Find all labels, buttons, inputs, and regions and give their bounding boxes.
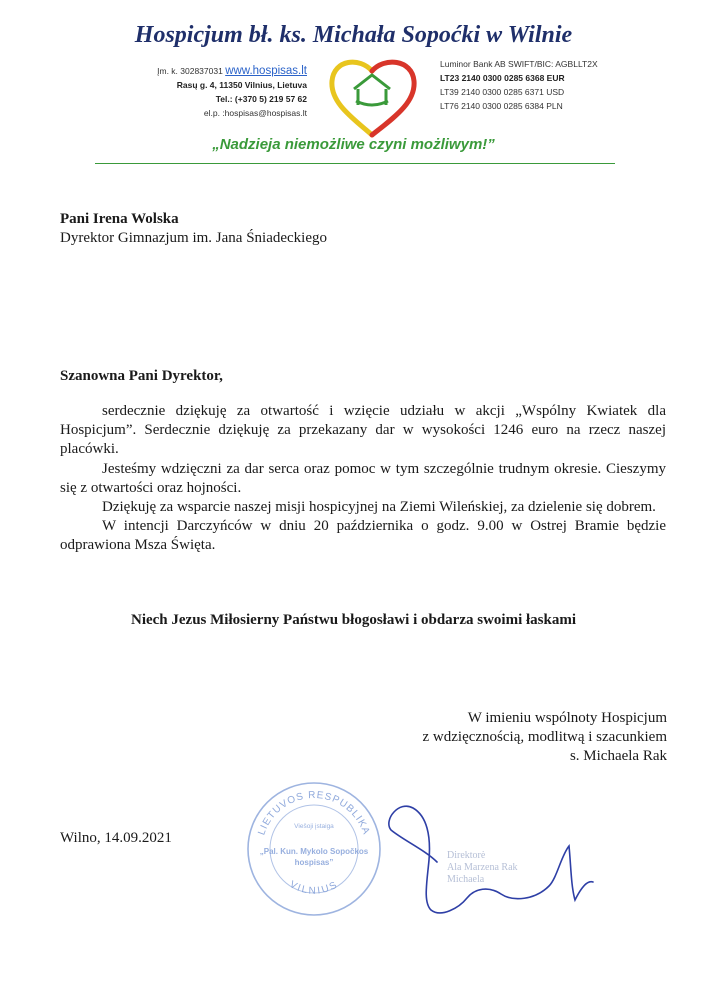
website-link[interactable]: www.hospisas.lt xyxy=(225,65,307,77)
signatory-name: s. Michaela Rak xyxy=(569,748,667,765)
company-code: Įm. k. 302837031 xyxy=(157,66,223,76)
closing-line: z wdzięcznością, modlitwą i szacunkiem xyxy=(422,729,667,746)
letter-body xyxy=(60,402,666,556)
paragraph: Jesteśmy wdzięczni za dar serca oraz pomoc w tym szczególnie trudnym okresie. Cieszymy się z otwartości oraz hojności. xyxy=(60,460,666,496)
motto: „Nadzieja niemożliwe czyni możliwym!” xyxy=(212,136,495,153)
paragraph: W intencji Darczyńców w dniu 20 października o godz. 9.00 w Ostrej Bramie będzie odprawiona Msza Święta. xyxy=(60,518,666,554)
header-divider xyxy=(95,163,615,164)
email: el.p. :hospisas@hospisas.lt xyxy=(203,108,307,118)
letterhead-title: Hospicjum bł. ks. Michała Sopoćki w Wilnie xyxy=(134,22,573,48)
sig-stamp-line: Ala Marzena Rak xyxy=(447,862,518,873)
sig-stamp-line: Direktorė xyxy=(447,850,486,861)
account-pln: LT76 2140 0300 0285 6384 PLN xyxy=(440,101,563,111)
address: Rasų g. 4, 11350 Vilnius, Lietuva xyxy=(176,80,307,90)
svg-text:VILNIUS xyxy=(287,879,340,897)
stamp-main-text: „Pal. Kun. Mykolo Sopočkos xyxy=(259,847,369,856)
stamp-main-text: hospisas” xyxy=(294,858,334,867)
bank-name: Luminor Bank AB SWIFT/BIC: AGBLLT2X xyxy=(440,59,598,69)
phone: Tel.: (+370 5) 219 57 62 xyxy=(215,94,307,104)
recipient-name: Pani Irena Wolska xyxy=(60,211,179,227)
contact-block xyxy=(157,64,307,120)
stamp-bottom-text: VILNIUS xyxy=(287,879,341,897)
stamp-small-text: Viešoji įstaiga xyxy=(294,823,334,830)
recipient-role: Dyrektor Gimnazjum im. Jana Śniadeckiego xyxy=(60,230,328,246)
bank-details xyxy=(440,57,598,113)
account-eur: LT23 2140 0300 0285 6368 EUR xyxy=(440,73,565,83)
handwritten-signature-icon xyxy=(385,790,595,920)
letter-date: Wilno, 14.09.2021 xyxy=(60,830,172,846)
heart-house-logo-icon xyxy=(320,55,424,141)
official-round-stamp-icon xyxy=(244,780,384,918)
sig-stamp-line: Michaela xyxy=(447,874,485,885)
blessing: Niech Jezus Miłosierny Państwu błogosławi i obdarza swoimi łaskami xyxy=(130,612,576,628)
account-usd: LT39 2140 0300 0285 6371 USD xyxy=(440,87,565,97)
closing-line: W imieniu wspólnoty Hospicjum xyxy=(467,710,667,726)
closing-block xyxy=(423,709,668,767)
greeting: Szanowna Pani Dyrektor, xyxy=(60,368,223,384)
paragraph: Dziękuję za wsparcie naszej misji hospicyjnej na Ziemi Wileńskiej, za dzielenie się dobrem. xyxy=(102,499,656,516)
stamp-top-text: LIETUVOS RESPUBLIKA xyxy=(256,789,372,837)
paragraph: serdecznie dziękuję za otwartość i wzięcie udziału w akcji „Wspólny Kwiatek dla Hospicjum”. Serdecznie dziękuję za przekazany dar w wysokości 1246 euro na rzecz naszej placówki. xyxy=(60,403,666,458)
